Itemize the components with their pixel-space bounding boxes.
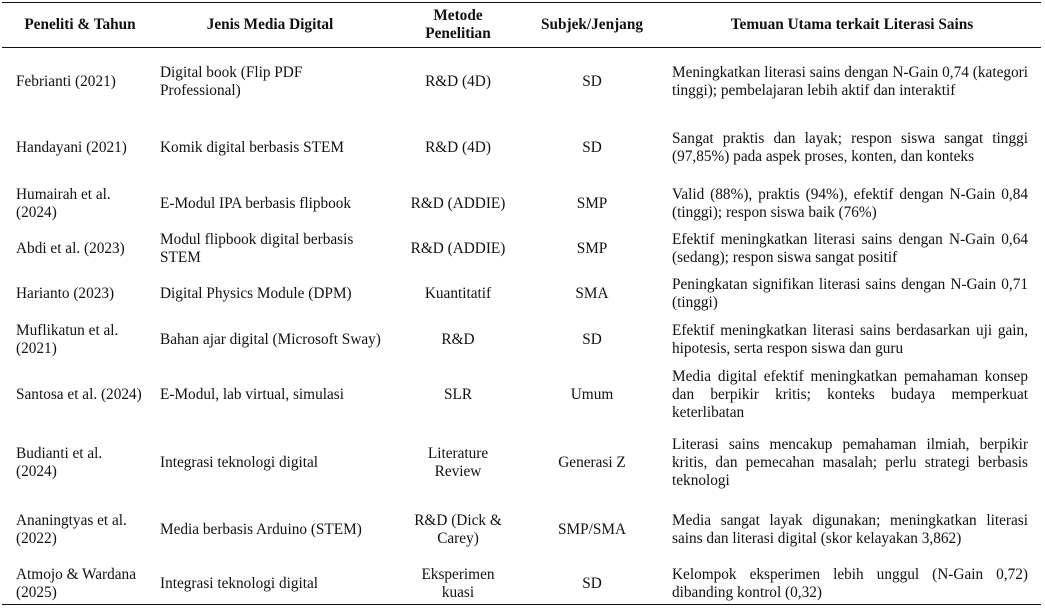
cell-temuan bbox=[672, 564, 1028, 604]
cell-metode-text: R&D (Dick & Carey) bbox=[414, 512, 502, 547]
cell-media bbox=[160, 564, 385, 604]
cell-temuan-text: Valid (88%), praktis (94%), efektif dengan N-Gain 0,84 (tinggi); respon siswa baik (76%) bbox=[672, 186, 1028, 221]
cell-peneliti bbox=[16, 430, 146, 496]
header-temuan-text: Temuan Utama terkait Literasi Sains bbox=[730, 16, 974, 33]
cell-temuan bbox=[672, 226, 1028, 271]
cell-temuan bbox=[672, 49, 1028, 115]
cell-metode bbox=[394, 362, 522, 428]
cell-peneliti bbox=[16, 317, 146, 362]
cell-subjek bbox=[528, 430, 656, 496]
cell-metode-text: R&D (ADDIE) bbox=[410, 239, 506, 257]
table-top-rule bbox=[2, 2, 1041, 3]
cell-subjek bbox=[528, 272, 656, 316]
cell-metode-text: SLR bbox=[443, 386, 473, 403]
cell-subjek bbox=[528, 362, 656, 428]
cell-metode bbox=[394, 49, 522, 115]
cell-temuan bbox=[672, 498, 1028, 562]
cell-media-text: Digital book (Flip PDF Professional) bbox=[160, 64, 303, 99]
cell-peneliti bbox=[16, 182, 146, 226]
cell-metode bbox=[394, 226, 522, 271]
cell-metode-text: Literature Review bbox=[427, 445, 489, 480]
cell-media bbox=[160, 116, 385, 180]
cell-metode-text: R&D bbox=[441, 330, 475, 348]
cell-temuan-text: Efektif meningkatkan literasi sains berdasarkan uji gain, hipotesis, serta respon siswa dan guru bbox=[672, 321, 1028, 357]
cell-peneliti bbox=[16, 498, 146, 562]
cell-subjek bbox=[528, 49, 656, 115]
cell-media-text: Integrasi teknologi digital bbox=[160, 454, 319, 471]
cell-peneliti-text: Abdi et al. (2023) bbox=[16, 239, 125, 257]
table-row bbox=[0, 430, 1045, 496]
cell-subjek bbox=[528, 564, 656, 604]
cell-peneliti bbox=[16, 116, 146, 180]
cell-media-text: E-Modul IPA berbasis flipbook bbox=[160, 195, 352, 212]
cell-metode bbox=[394, 564, 522, 604]
header-subjek-text: Subjek/Jenjang bbox=[540, 16, 643, 33]
table-bottom-rule bbox=[2, 604, 1041, 605]
table-row bbox=[0, 272, 1045, 316]
cell-metode-text: R&D (ADDIE) bbox=[410, 195, 506, 212]
cell-subjek-text: Umum bbox=[570, 386, 614, 403]
cell-subjek-text: SMP bbox=[576, 195, 608, 212]
table-row bbox=[0, 226, 1045, 271]
cell-subjek-text: Generasi Z bbox=[558, 454, 626, 471]
cell-subjek bbox=[528, 116, 656, 180]
cell-temuan-text: Peningkatan signifikan literasi sains dengan N-Gain 0,71 (tinggi) bbox=[672, 276, 1028, 311]
cell-metode-text: R&D (4D) bbox=[425, 73, 491, 90]
cell-metode bbox=[394, 272, 522, 316]
cell-peneliti bbox=[16, 226, 146, 271]
cell-metode bbox=[394, 317, 522, 362]
table-row bbox=[0, 498, 1045, 562]
cell-media-text: Modul flipbook digital berbasis STEM bbox=[160, 230, 354, 266]
cell-media bbox=[160, 317, 385, 362]
cell-temuan-text: Sangat praktis dan layak; respon siswa sangat tinggi (97,85%) pada aspek proses, konten, dan konteks bbox=[672, 130, 1028, 165]
cell-temuan bbox=[672, 182, 1028, 226]
cell-subjek-text: SMA bbox=[575, 285, 609, 302]
cell-media bbox=[160, 272, 385, 316]
cell-media bbox=[160, 498, 385, 562]
header-temuan bbox=[672, 4, 1032, 46]
header-media bbox=[155, 4, 385, 46]
cell-metode-text: R&D (4D) bbox=[425, 139, 491, 156]
cell-subjek-text: SMP bbox=[576, 239, 608, 257]
cell-peneliti bbox=[16, 362, 146, 428]
cell-subjek-text: SD bbox=[582, 575, 602, 592]
header-metode-text: Metode Penelitian bbox=[425, 7, 491, 42]
cell-media-text: E-Modul, lab virtual, simulasi bbox=[160, 386, 344, 403]
header-subjek bbox=[528, 4, 656, 46]
cell-temuan bbox=[672, 430, 1028, 496]
cell-subjek bbox=[528, 226, 656, 271]
cell-peneliti bbox=[16, 272, 146, 316]
header-peneliti bbox=[10, 4, 150, 46]
header-metode bbox=[394, 4, 522, 46]
cell-subjek bbox=[528, 498, 656, 562]
cell-media bbox=[160, 226, 385, 271]
table-row bbox=[0, 182, 1045, 226]
table-header-rule bbox=[2, 47, 1041, 48]
cell-temuan bbox=[672, 116, 1028, 180]
cell-peneliti-text: Budianti et al. (2024) bbox=[16, 445, 103, 480]
cell-peneliti-text: Atmojo & Wardana (2025) bbox=[16, 566, 136, 601]
cell-subjek-text: SMP/SMA bbox=[557, 521, 627, 538]
cell-metode bbox=[394, 430, 522, 496]
cell-temuan-text: Meningkatkan literasi sains dengan N-Gain 0,74 (kategori tinggi); pembelajaran lebih aktif dan interaktif bbox=[672, 64, 1028, 99]
cell-media bbox=[160, 182, 385, 226]
cell-media bbox=[160, 362, 385, 428]
cell-media bbox=[160, 49, 385, 115]
table-row bbox=[0, 362, 1045, 428]
cell-media bbox=[160, 430, 385, 496]
cell-peneliti-text: Humairah et al. (2024) bbox=[16, 186, 111, 221]
cell-metode bbox=[394, 182, 522, 226]
header-peneliti-text: Peneliti & Tahun bbox=[24, 16, 136, 33]
cell-subjek-text: SD bbox=[582, 73, 602, 90]
cell-peneliti-text: Handayani (2021) bbox=[16, 139, 127, 156]
cell-peneliti-text: Febrianti (2021) bbox=[16, 73, 116, 90]
cell-temuan bbox=[672, 272, 1028, 316]
cell-temuan-text: Media sangat layak digunakan; meningkatkan literasi sains dan literasi digital (skor kelayakan 3,862) bbox=[672, 512, 1028, 547]
cell-temuan bbox=[672, 317, 1028, 362]
cell-media-text: Integrasi teknologi digital bbox=[160, 575, 319, 592]
cell-media-text: Digital Physics Module (DPM) bbox=[160, 285, 352, 302]
cell-peneliti bbox=[16, 49, 146, 115]
cell-temuan bbox=[672, 362, 1028, 428]
table-row bbox=[0, 116, 1045, 180]
cell-peneliti-text: Muflikatun et al. (2021) bbox=[16, 321, 119, 357]
cell-peneliti-text: Santosa et al. (2024) bbox=[16, 386, 142, 403]
cell-temuan-text: Media digital efektif meningkatkan pemahaman konsep dan berpikir kritis; konteks budaya memperkuat keterlibatan bbox=[672, 368, 1028, 421]
cell-peneliti-text: Harianto (2023) bbox=[16, 285, 115, 302]
cell-metode-text: Eksperimen kuasi bbox=[421, 566, 495, 601]
table-row bbox=[0, 317, 1045, 362]
header-media-text: Jenis Media Digital bbox=[206, 16, 334, 33]
cell-media-text: Media berbasis Arduino (STEM) bbox=[160, 521, 362, 538]
cell-peneliti bbox=[16, 564, 146, 604]
cell-metode-text: Kuantitatif bbox=[424, 285, 492, 302]
table-row bbox=[0, 564, 1045, 604]
cell-temuan-text: Literasi sains mencakup pemahaman ilmiah, berpikir kritis, dan pemecahan masalah; perlu strategi berbasis teknologi bbox=[672, 436, 1028, 489]
cell-temuan-text: Kelompok eksperimen lebih unggul (N-Gain 0,72) dibanding kontrol (0,32) bbox=[672, 566, 1028, 601]
cell-peneliti-text: Ananingtyas et al. (2022) bbox=[16, 512, 127, 547]
cell-subjek-text: SD bbox=[582, 330, 602, 348]
cell-media-text: Bahan ajar digital (Microsoft Sway) bbox=[160, 330, 381, 348]
table-row bbox=[0, 49, 1045, 115]
cell-temuan-text: Efektif meningkatkan literasi sains dengan N-Gain 0,64 (sedang); respon siswa sangat positif bbox=[672, 230, 1028, 266]
cell-subjek bbox=[528, 182, 656, 226]
table-header-row bbox=[0, 4, 1045, 46]
cell-metode bbox=[394, 116, 522, 180]
cell-media-text: Komik digital berbasis STEM bbox=[160, 139, 344, 156]
cell-subjek-text: SD bbox=[582, 139, 602, 156]
cell-subjek bbox=[528, 317, 656, 362]
cell-metode bbox=[394, 498, 522, 562]
